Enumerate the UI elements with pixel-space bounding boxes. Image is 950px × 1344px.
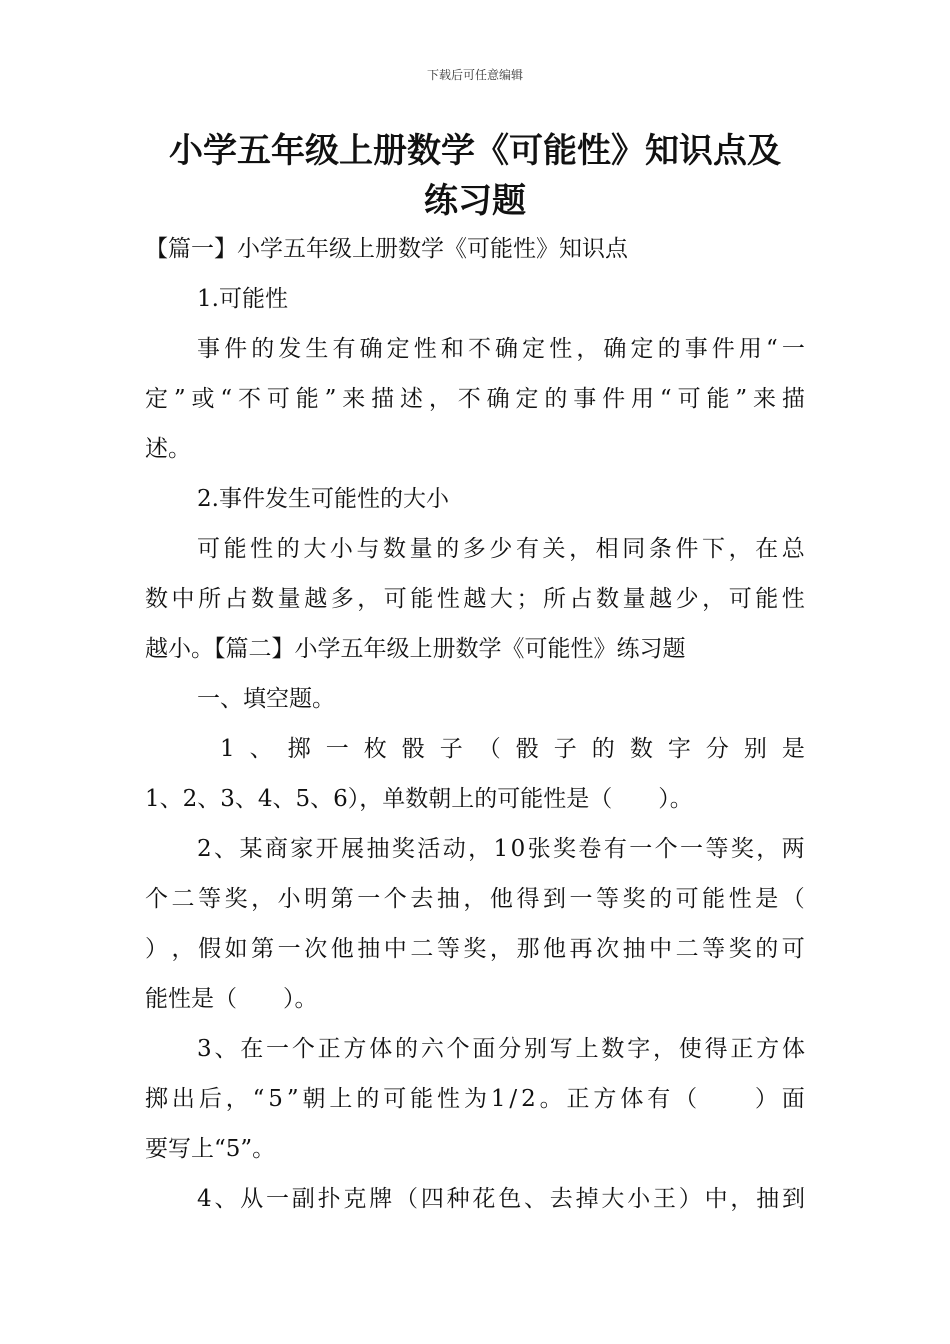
document-title-line-1: 小学五年级上册数学《可能性》知识点及 — [169, 131, 781, 171]
question-3-line-2: 掷 出 后 ， “ 5 ” 朝 上 的 可 能 性 为 1 / 2 。 正 方 体 有 （ ） 面 — [145, 1086, 805, 1112]
question-2-line-4: 能性是（ ）。 — [145, 986, 318, 1012]
paragraph-line: 可 能 性 的 大 小 与 数 量 的 多 少 有 关 ， 相 同 条 件 下 ， 在 总 — [197, 536, 805, 562]
exercise-section-fill-in: 一、填空题。 — [197, 686, 335, 712]
paragraph-line: 事 件 的 发 生 有 确 定 性 和 不 确 定 性 ， 确 定 的 事 件 用 “ 一 — [197, 336, 805, 362]
paragraph-line: 数 中 所 占 数 量 越 多 ， 可 能 性 越 大 ； 所 占 数 量 越 少 ， 可 能 性 — [145, 586, 805, 612]
paragraph-line: 定 ” 或 “ 不 可 能 ” 来 描 述 ， 不 确 定 的 事 件 用 “ 可 能 ” 来 描 — [145, 386, 805, 412]
question-2-line-1: 2 、 某 商 家 开 展 抽 奖 活 动 ， 1 0 张 奖 卷 有 一 个 一 等 奖 ， 两 — [197, 836, 805, 862]
question-2-line-2: 个 二 等 奖 ， 小 明 第 一 个 去 抽 ， 他 得 到 一 等 奖 的 可 能 性 是 （ — [145, 886, 805, 912]
paragraph-line: 述。 — [145, 436, 191, 462]
subheading-magnitude: 2.事件发生可能性的大小 — [197, 486, 449, 512]
paragraph-line-part-two: 越小。【篇二】小学五年级上册数学《可能性》练习题 — [145, 636, 686, 662]
question-4-line-1: 4 、 从 一 副 扑 克 牌 （ 四 种 花 色 、 去 掉 大 小 王 ） 中 ， 抽 到 — [197, 1186, 805, 1212]
question-3-line-1: 3 、 在 一 个 正 方 体 的 六 个 面 分 别 写 上 数 字 ， 使 得 正 方 体 — [197, 1036, 805, 1062]
header-note: 下载后可任意编辑 — [426, 68, 523, 82]
document-title-line-2: 练习题 — [424, 181, 526, 221]
question-1-line-2: 1、2、3、4、5、6），单数朝上的可能性是（ ）。 — [145, 786, 693, 812]
subheading-possibility: 1.可能性 — [197, 286, 288, 312]
question-3-line-3: 要写上“5”。 — [145, 1136, 276, 1162]
question-1-line-1: 1 、 掷 一 枚 骰 子 （ 骰 子 的 数 字 分 别 是 — [220, 736, 805, 762]
question-2-line-3: ） ， 假 如 第 一 次 他 抽 中 二 等 奖 ， 那 他 再 次 抽 中 二 等 奖 的 可 — [145, 936, 805, 962]
section-heading-part-one: 【篇一】小学五年级上册数学《可能性》知识点 — [145, 236, 628, 262]
